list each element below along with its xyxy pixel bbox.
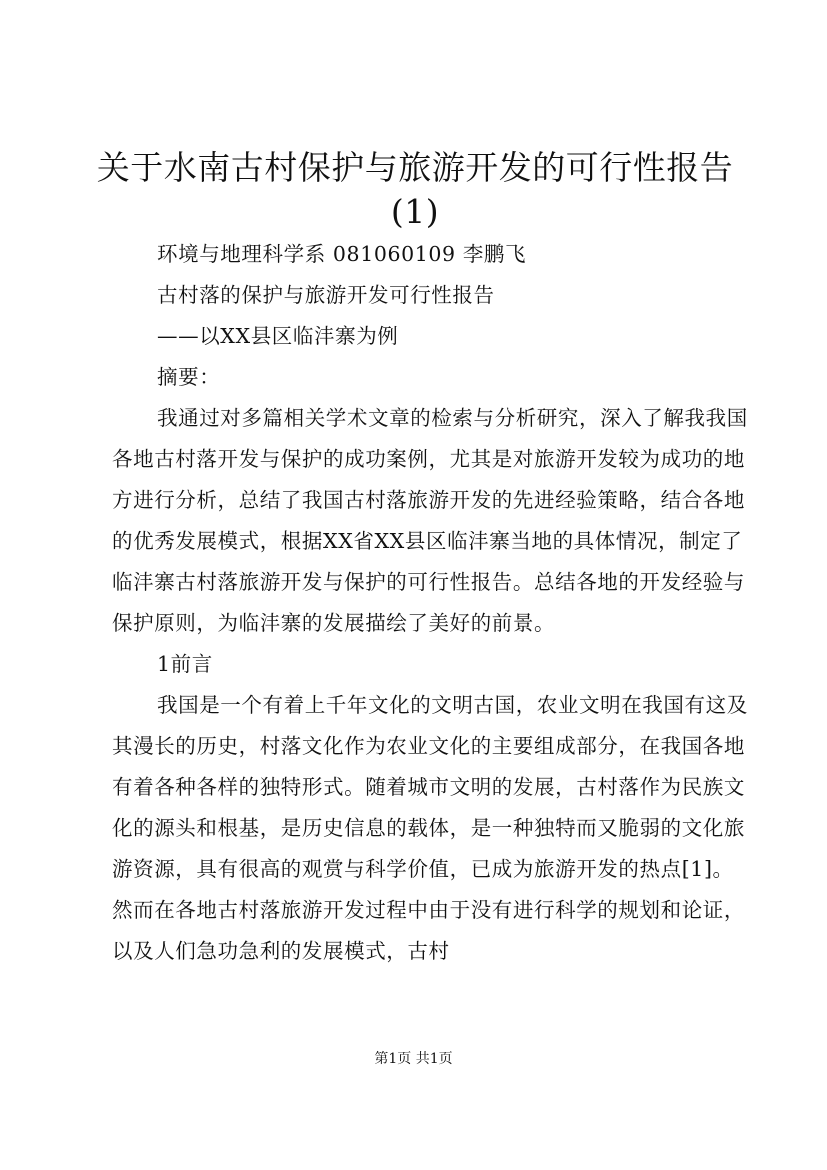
- abstract-paragraph: 我通过对多篇相关学术文章的检索与分析研究，深入了解我我国各地古村落开发与保护的成功案例，尤其是对旅游开发较为成功的地方进行分析，总结了我国古村落旅游开发的先进经验策略，结合各地的优秀发展模式，根据XX省XX县区临沣寨当地的具体情况，制定了临沣寨古村落旅游开发与保护的可行性报告。总结各地的开发经验与保护原则，为临沣寨的发展描绘了美好的前景。: [112, 406, 748, 635]
- document-body: [112, 234, 748, 972]
- report-subtitle: ——以XX县区临沣寨为例: [157, 324, 399, 348]
- report-title: 古村落的保护与旅游开发可行性报告: [157, 283, 495, 307]
- author-line: 环境与地理科学系 081060109 李鹏飞: [157, 242, 527, 266]
- page-footer: 第1页 共1页: [374, 1051, 453, 1067]
- section-heading: 1前言: [157, 652, 213, 676]
- document-title: 关于水南古村保护与旅游开发的可行性报告(1): [96, 148, 734, 231]
- abstract-label: 摘要：: [157, 365, 221, 389]
- section-paragraph: 我国是一个有着上千年文化的文明古国，农业文明在我国有这及其漫长的历史，村落文化作为农业文化的主要组成部分，在我国各地有着各种各样的独特形式。随着城市文明的发展，古村落作为民族文化的源头和根基，是历史信息的载体，是一种独特而又脆弱的文化旅游资源，具有很高的观赏与科学价值，已成为旅游开发的热点[1]。然而在各地古村落旅游开发过程中由于没有进行科学的规划和论证，以及人们急功急利的发展模式，古村: [112, 693, 748, 963]
